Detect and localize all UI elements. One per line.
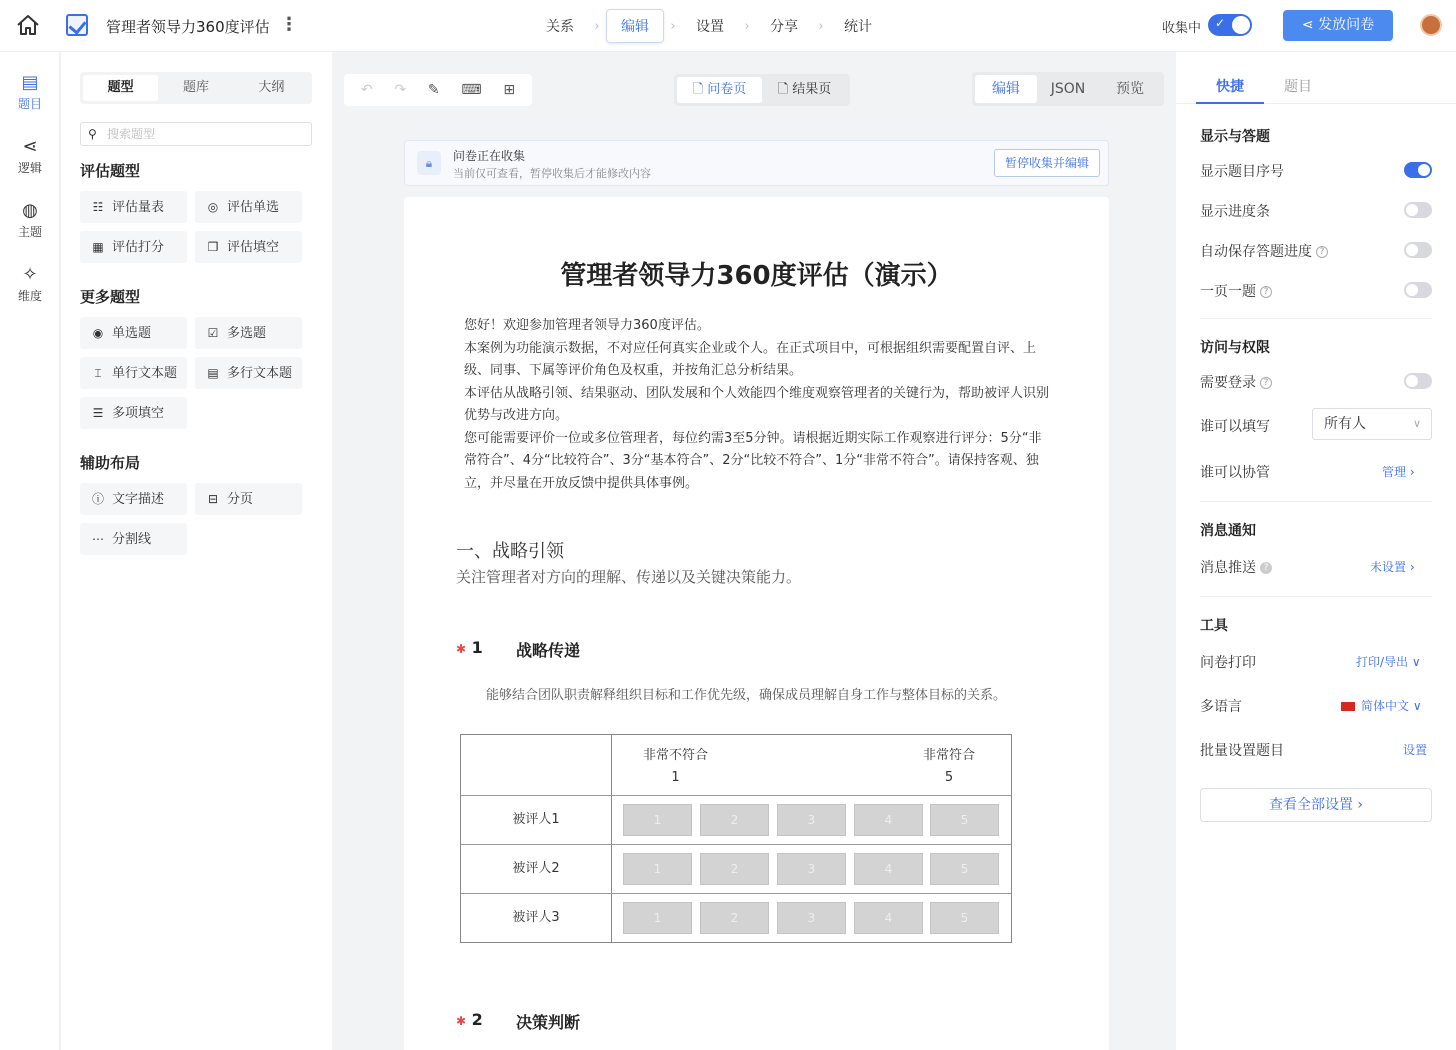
- divider-icon: ⋯: [92, 532, 104, 546]
- tile-label: 评估打分: [112, 240, 165, 255]
- tab-questions[interactable]: 题目: [1284, 79, 1312, 95]
- rating-option-button[interactable]: 2: [700, 804, 769, 836]
- page-break-icon: ⊟: [207, 492, 219, 506]
- search-input[interactable]: [80, 122, 312, 146]
- settings-tabs: [1176, 52, 1456, 104]
- tile-label: 分页: [227, 492, 254, 507]
- setting-label: 消息推送: [1200, 560, 1256, 576]
- type-single-choice[interactable]: [80, 317, 187, 349]
- type-single-line-text[interactable]: [80, 357, 187, 389]
- question-2-header[interactable]: [456, 1010, 581, 1032]
- rating-option-button[interactable]: 2: [700, 902, 769, 934]
- rating-option-button[interactable]: 3: [777, 804, 846, 836]
- textarea-icon: ▤: [207, 366, 219, 380]
- chevron-right-icon: ›: [594, 18, 600, 34]
- chevron-right-icon: ›: [1357, 797, 1364, 813]
- tab-result-page[interactable]: [762, 77, 847, 103]
- question-title: 战略传递: [516, 641, 581, 660]
- type-multi-line-text[interactable]: [195, 357, 302, 389]
- tab-library[interactable]: 题库: [182, 80, 209, 95]
- toggle-switch[interactable]: [1404, 162, 1432, 178]
- collecting-notice: [404, 140, 1109, 186]
- tile-label: 文字描述: [112, 492, 165, 507]
- type-eval-single[interactable]: [195, 191, 302, 223]
- multi-fill-icon: ☰: [92, 406, 104, 420]
- toggle-switch[interactable]: [1404, 373, 1432, 389]
- scale-high-value: 5: [944, 770, 954, 785]
- tile-label: 分割线: [112, 532, 152, 547]
- matrix-row-label: 被评人1: [512, 812, 560, 827]
- type-eval-scale[interactable]: [80, 191, 187, 223]
- file-check-icon: 🗋: [777, 82, 793, 97]
- rating-option-button[interactable]: 1: [623, 804, 692, 836]
- section-tools: 工具: [1200, 618, 1228, 634]
- chevron-right-icon: ›: [744, 18, 750, 34]
- manage-link[interactable]: [1382, 463, 1415, 480]
- chevron-right-icon: ›: [670, 18, 676, 34]
- chevron-right-icon: ›: [1409, 560, 1415, 574]
- tile-label: 评估量表: [112, 200, 165, 215]
- notice-title: 问卷正在收集: [453, 149, 526, 163]
- avatar[interactable]: [1420, 14, 1442, 36]
- help-icon[interactable]: ?: [1316, 246, 1328, 258]
- nav-item-logic[interactable]: [0, 136, 60, 176]
- undo-icon[interactable]: ↶: [360, 82, 373, 98]
- link-label: 打印/导出: [1356, 655, 1409, 669]
- text-cursor-icon: ⌶: [94, 366, 102, 380]
- who-can-fill-select[interactable]: [1312, 408, 1432, 440]
- panel-tabs: [80, 72, 312, 104]
- compass-icon: ✧: [22, 264, 38, 285]
- type-multi-fill[interactable]: [80, 397, 187, 429]
- type-page-break[interactable]: [195, 483, 302, 515]
- step-settings[interactable]: 设置: [696, 19, 724, 35]
- nav-item-theme[interactable]: [0, 200, 60, 240]
- tab-preview[interactable]: 预览: [1116, 81, 1144, 97]
- print-export-dropdown[interactable]: [1356, 653, 1421, 670]
- app-logo-icon: [66, 14, 88, 36]
- search-icon: ⚲: [88, 127, 97, 141]
- more-menu-icon[interactable]: ⋮: [280, 14, 298, 35]
- intro-paragraph: 您可能需要评价一位或多位管理者，每位约需3至5分钟。请根据近期实际工作观察进行评分：5分“非常符合”、4分“比较符合”、3分“基本符合”、2分“比较不符合”、1分“非常不符合”。请保持客观、独立，并尽量在开放反馈中提供具体事例。: [464, 430, 1042, 491]
- tile-label: 评估填空: [227, 240, 280, 255]
- divider: [1200, 596, 1432, 597]
- setting-label: 批量设置题目: [1200, 743, 1284, 759]
- question-description: 能够结合团队职责解释组织目标和工作优先级，确保成员理解自身工作与整体目标的关系。: [486, 688, 1007, 703]
- scale-icon: ☷: [92, 200, 104, 214]
- left-nav: [0, 52, 60, 1050]
- chevron-down-icon: ∨: [1412, 699, 1422, 713]
- select-value: 所有人: [1324, 416, 1366, 432]
- settings-panel: [1176, 52, 1456, 1050]
- type-divider[interactable]: [80, 523, 187, 555]
- intro-paragraph: 本评估从战略引领、结果驱动、团队发展和个人效能四个维度观察管理者的关键行为，帮助被评人识别优势与改进方向。: [464, 385, 1050, 423]
- rating-option-button[interactable]: 4: [854, 804, 923, 836]
- tab-types[interactable]: 题型: [83, 75, 158, 101]
- require-login-toggle[interactable]: [1404, 373, 1432, 389]
- section-description[interactable]: 关注管理者对方向的理解、传递以及关键决策能力。: [456, 568, 802, 586]
- editor-area: [332, 52, 1175, 1050]
- section-title[interactable]: 一、战略引领: [456, 541, 564, 562]
- question-number: 1: [471, 638, 483, 657]
- question-title: 决策判断: [516, 1013, 581, 1032]
- help-icon[interactable]: ?: [1260, 286, 1272, 298]
- tab-quick[interactable]: 快捷: [1216, 79, 1244, 95]
- editor-toolbar: [344, 74, 532, 106]
- setting-label: 自动保存答题进度: [1200, 244, 1312, 260]
- view-all-settings-button[interactable]: [1200, 788, 1432, 822]
- nav-label: 维度: [17, 289, 42, 303]
- type-eval-score[interactable]: [80, 231, 187, 263]
- rating-matrix: [460, 734, 1012, 943]
- autosave-setting: [1200, 241, 1328, 261]
- target-icon: ◎: [207, 200, 219, 214]
- type-multi-choice[interactable]: [195, 317, 302, 349]
- nav-label: 逻辑: [17, 161, 42, 175]
- step-share[interactable]: 分享: [770, 19, 798, 35]
- setting-label: 问卷打印: [1200, 655, 1256, 671]
- nav-label: 主题: [17, 225, 42, 239]
- home-icon[interactable]: [16, 14, 40, 36]
- type-eval-fill[interactable]: [195, 231, 302, 263]
- checkbox-icon: ☑: [207, 326, 219, 340]
- toggle-switch[interactable]: [1404, 282, 1432, 298]
- show-number-toggle[interactable]: [1404, 162, 1432, 178]
- matrix-row-label: 被评人3: [512, 910, 560, 925]
- intro-paragraph: 您好！欢迎参加管理者领导力360度评估。: [464, 318, 710, 333]
- search-placeholder: 搜索题型: [107, 127, 156, 141]
- push-config-link[interactable]: [1370, 558, 1415, 575]
- nav-item-dimension[interactable]: [0, 264, 60, 304]
- survey-document: [404, 197, 1109, 1050]
- question-1-header[interactable]: [456, 638, 581, 660]
- scale-low-text: 非常不符合: [643, 748, 709, 763]
- require-login-setting: [1200, 372, 1272, 392]
- button-label: 查看全部设置: [1268, 797, 1353, 813]
- language-dropdown[interactable]: [1341, 697, 1422, 714]
- nav-label: 题目: [17, 97, 42, 111]
- chevron-right-icon: ›: [1409, 465, 1415, 479]
- tab-label: 结果页: [792, 82, 832, 97]
- link-label: 未设置: [1370, 560, 1407, 574]
- step-edit[interactable]: 编辑: [606, 9, 664, 43]
- rating-option-button[interactable]: 4: [854, 902, 923, 934]
- step-relation[interactable]: 关系: [546, 19, 574, 35]
- link-label: 简体中文: [1361, 699, 1410, 713]
- setting-label: 多语言: [1200, 699, 1242, 715]
- grid-icon: ▦: [92, 240, 104, 254]
- rating-option-button[interactable]: 1: [623, 853, 692, 885]
- survey-intro[interactable]: [464, 315, 1049, 495]
- rating-option-button[interactable]: 2: [700, 853, 769, 885]
- rating-option-button[interactable]: 1: [623, 902, 692, 934]
- toggle-switch[interactable]: [1404, 202, 1432, 218]
- layout-icon[interactable]: ⊞: [503, 82, 516, 98]
- redo-icon[interactable]: ↷: [394, 82, 407, 98]
- rating-option-button[interactable]: 5: [930, 902, 999, 934]
- lock-icon: 🔒︎: [417, 151, 441, 175]
- rating-option-button[interactable]: 3: [777, 902, 846, 934]
- notice-subtitle: 当前仅可查看，暂停收集后才能修改内容: [453, 167, 651, 180]
- tab-outline[interactable]: 大纲: [258, 80, 285, 95]
- group-title: 更多题型: [80, 288, 141, 306]
- matrix-row-label: 被评人2: [512, 861, 560, 876]
- publish-label: 发放问卷: [1318, 17, 1375, 33]
- app-title[interactable]: 管理者领导力360度评估: [106, 18, 270, 36]
- matrix-divider: [461, 795, 1011, 796]
- info-icon: ⓘ: [91, 492, 104, 506]
- chevron-down-icon: ∨: [1412, 417, 1421, 430]
- palette-icon: ◍: [22, 200, 38, 221]
- scale-high-label: [923, 745, 975, 789]
- section-access: 访问与权限: [1200, 340, 1270, 356]
- one-per-page-toggle[interactable]: [1404, 282, 1432, 298]
- setting-label: 显示进度条: [1200, 204, 1270, 220]
- rating-option-button[interactable]: 5: [930, 853, 999, 885]
- setting-label: 一页一题: [1200, 284, 1256, 300]
- divider: [1200, 501, 1432, 502]
- copy-icon: ❐: [207, 240, 219, 254]
- batch-settings-link[interactable]: 设置: [1403, 743, 1428, 757]
- chevron-down-icon: ∨: [1411, 655, 1421, 669]
- workflow-steps: [532, 9, 886, 43]
- rating-option-button[interactable]: 5: [930, 804, 999, 836]
- share-node-icon: ⋖: [22, 136, 38, 157]
- edit-doc-icon[interactable]: ✎: [427, 82, 440, 98]
- matrix-divider: [611, 735, 612, 942]
- tab-label: 问卷页: [707, 82, 747, 97]
- pause-and-edit-button[interactable]: 暂停收集并编辑: [994, 149, 1100, 177]
- scale-high-text: 非常符合: [923, 748, 976, 763]
- autosave-toggle[interactable]: [1404, 242, 1432, 258]
- group-title: 辅助布局: [80, 454, 141, 472]
- mode-tabs: [972, 72, 1164, 106]
- top-bar: [0, 0, 1456, 52]
- tile-label: 多选题: [227, 326, 267, 341]
- matrix-divider: [461, 893, 1011, 894]
- chevron-right-icon: ›: [818, 18, 824, 34]
- group-title: 评估题型: [80, 162, 141, 180]
- step-stats[interactable]: 统计: [844, 19, 872, 35]
- collect-toggle[interactable]: [1208, 14, 1252, 36]
- push-setting: [1200, 557, 1272, 577]
- china-flag-icon: [1341, 702, 1355, 711]
- check-icon: ✓: [1215, 16, 1226, 30]
- survey-title[interactable]: 管理者领导力360度评估（演示）: [560, 261, 953, 291]
- collect-status-label: 收集中: [1162, 21, 1202, 36]
- progress-bar-toggle[interactable]: [1404, 202, 1432, 218]
- page-tabs: [674, 74, 850, 106]
- scale-low-value: 1: [671, 770, 680, 785]
- one-per-page-setting: [1200, 281, 1272, 301]
- question-number: 2: [471, 1010, 483, 1029]
- intro-paragraph: 本案例为功能演示数据，不对应任何真实企业或个人。在正式项目中，可根据组织需要配置自评、上级、同事、下属等评价角色及权重，并按角汇总分析结果。: [464, 340, 1037, 378]
- type-text-desc[interactable]: [80, 483, 187, 515]
- tab-json[interactable]: JSON: [1050, 81, 1086, 97]
- help-icon[interactable]: ?: [1260, 562, 1272, 574]
- link-label: 管理: [1382, 465, 1407, 479]
- setting-label: 谁可以协管: [1200, 465, 1270, 481]
- required-star-icon: ✱: [456, 642, 467, 656]
- tile-label: 多项填空: [112, 406, 165, 421]
- tile-label: 单行文本题: [112, 366, 178, 381]
- list-icon: ▤: [21, 72, 39, 93]
- setting-label: 显示题目序号: [1200, 164, 1284, 180]
- help-icon[interactable]: ?: [1260, 377, 1272, 389]
- toggle-switch[interactable]: [1404, 242, 1432, 258]
- tile-label: 评估单选: [227, 200, 280, 215]
- rating-option-button[interactable]: 3: [777, 853, 846, 885]
- setting-label: 需要登录: [1200, 375, 1256, 391]
- keyboard-icon[interactable]: ⌨: [461, 82, 482, 98]
- required-star-icon: ✱: [456, 1014, 467, 1028]
- tile-label: 多行文本题: [227, 366, 293, 381]
- publish-button[interactable]: [1283, 10, 1393, 41]
- file-icon: 🗋: [692, 82, 708, 97]
- matrix-divider: [461, 844, 1011, 845]
- section-display: 显示与答题: [1200, 129, 1270, 145]
- section-notify: 消息通知: [1200, 523, 1256, 539]
- tab-survey-page[interactable]: [677, 77, 762, 103]
- active-tab-indicator: [1196, 102, 1264, 104]
- rating-option-button[interactable]: 4: [854, 853, 923, 885]
- tab-edit[interactable]: 编辑: [975, 75, 1037, 103]
- tile-label: 单选题: [112, 326, 152, 341]
- divider: [1200, 318, 1432, 319]
- question-type-panel: [61, 52, 332, 1050]
- scale-low-label: [643, 745, 708, 789]
- nav-item-questions[interactable]: [0, 72, 60, 112]
- radio-icon: ◉: [92, 326, 104, 340]
- share-icon: ⋖: [1301, 17, 1319, 33]
- setting-label: 谁可以填写: [1200, 419, 1270, 435]
